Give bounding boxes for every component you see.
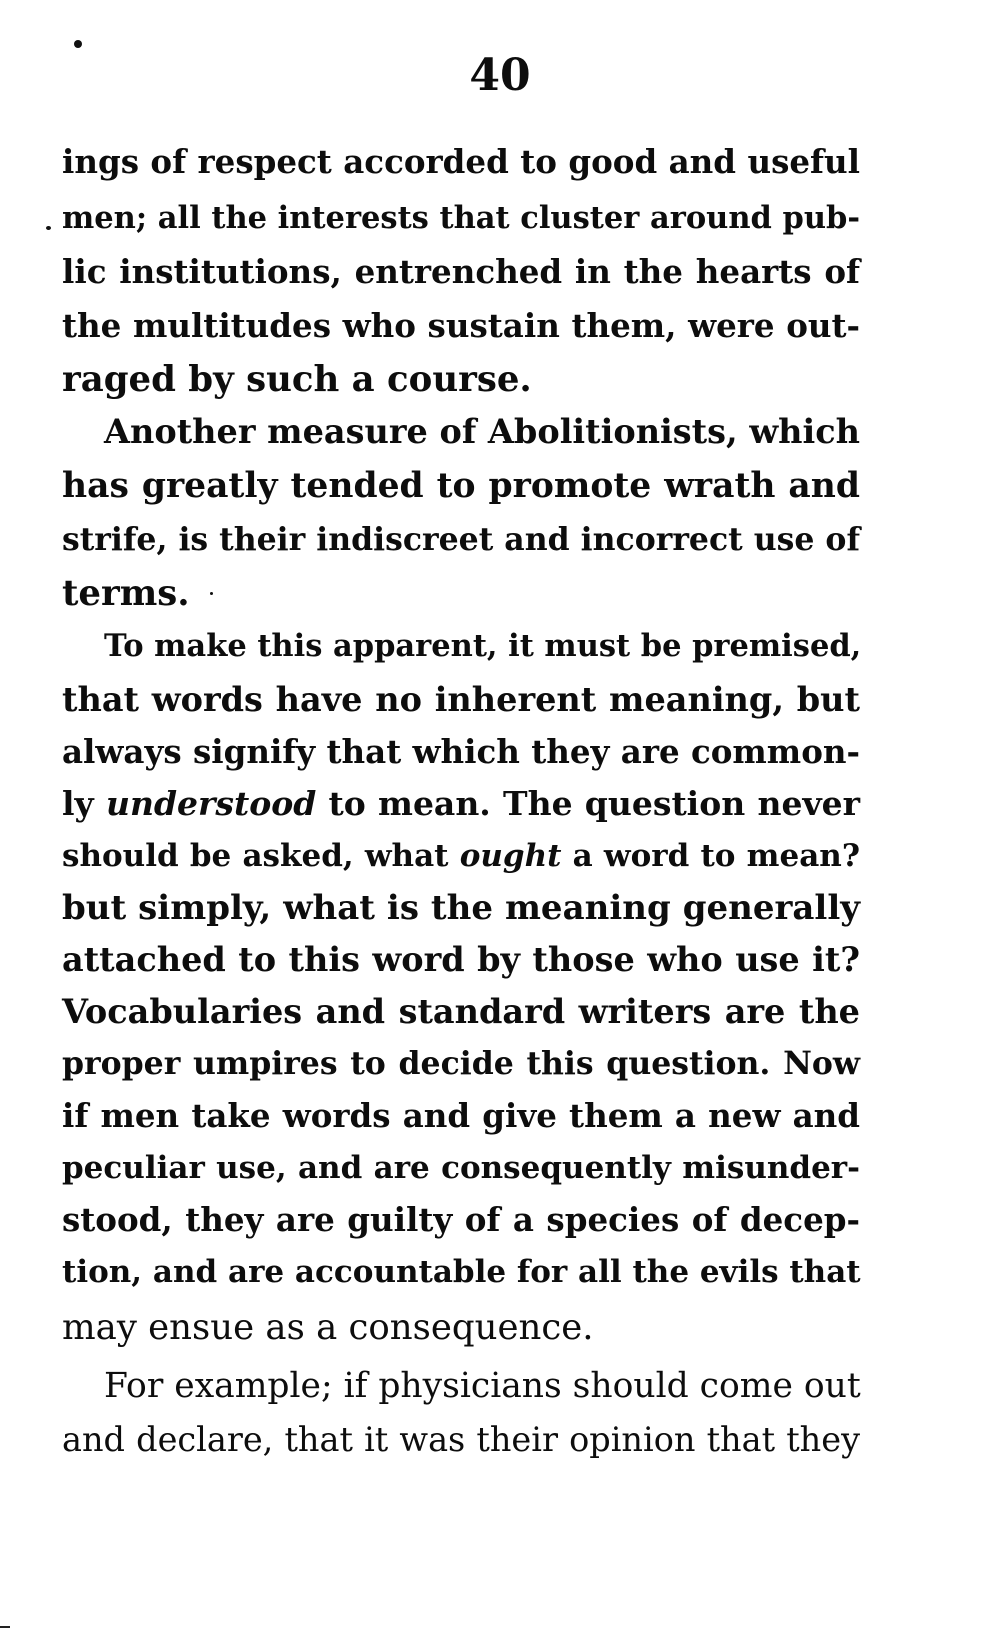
text-line: attached to this word by those who use it? bbox=[62, 940, 860, 979]
text-line: the multitudes who sustain them, were out- bbox=[62, 306, 860, 345]
paragraph-first-line: Another measure of Abolitionists, which bbox=[104, 412, 860, 451]
text-line: lic institutions, entrenched in the hearts of bbox=[62, 252, 860, 291]
text-line: men; all the interests that cluster around pub- bbox=[62, 200, 860, 236]
text-line: that words have no inherent meaning, but bbox=[62, 680, 860, 719]
margin-mark bbox=[0, 1626, 10, 1628]
text-line: stood, they are guilty of a species of decep- bbox=[62, 1200, 860, 1239]
text-line: ings of respect accorded to good and useful bbox=[62, 142, 860, 181]
ink-speck bbox=[74, 40, 82, 48]
text-line: if men take words and give them a new and bbox=[62, 1096, 860, 1135]
page-number: 40 bbox=[469, 50, 531, 101]
text-line: may ensue as a consequence. bbox=[62, 1307, 594, 1348]
text-line: always signify that which they are common- bbox=[62, 732, 860, 771]
ink-speck bbox=[46, 226, 51, 230]
text-line: proper umpires to decide this question. Now bbox=[62, 1045, 860, 1082]
paragraph-first-line: For example; if physicians should come out bbox=[104, 1366, 861, 1406]
text-line: Vocabularies and standard writers are the bbox=[62, 992, 860, 1031]
paragraph-first-line: To make this apparent, it must be premised, bbox=[104, 628, 862, 664]
text-line: tion, and are accountable for all the evils that bbox=[62, 1254, 861, 1290]
text-line: and declare, that it was their opinion that they bbox=[62, 1420, 860, 1459]
text-line: terms. bbox=[62, 573, 190, 614]
text-line: strife, is their indiscreet and incorrect use of bbox=[62, 521, 860, 558]
text-line: has greatly tended to promote wrath and bbox=[62, 466, 860, 506]
italic-word: understood bbox=[105, 784, 317, 823]
text-line: peculiar use, and are consequently misunder- bbox=[62, 1150, 860, 1186]
text-line: should be asked, what ought a word to mean? bbox=[62, 838, 860, 874]
text-line: but simply, what is the meaning generally bbox=[62, 888, 860, 928]
text-line: ly understood to mean. The question never bbox=[62, 784, 860, 823]
text-line: raged by such a course. bbox=[62, 359, 532, 400]
italic-word: ought bbox=[459, 838, 562, 874]
